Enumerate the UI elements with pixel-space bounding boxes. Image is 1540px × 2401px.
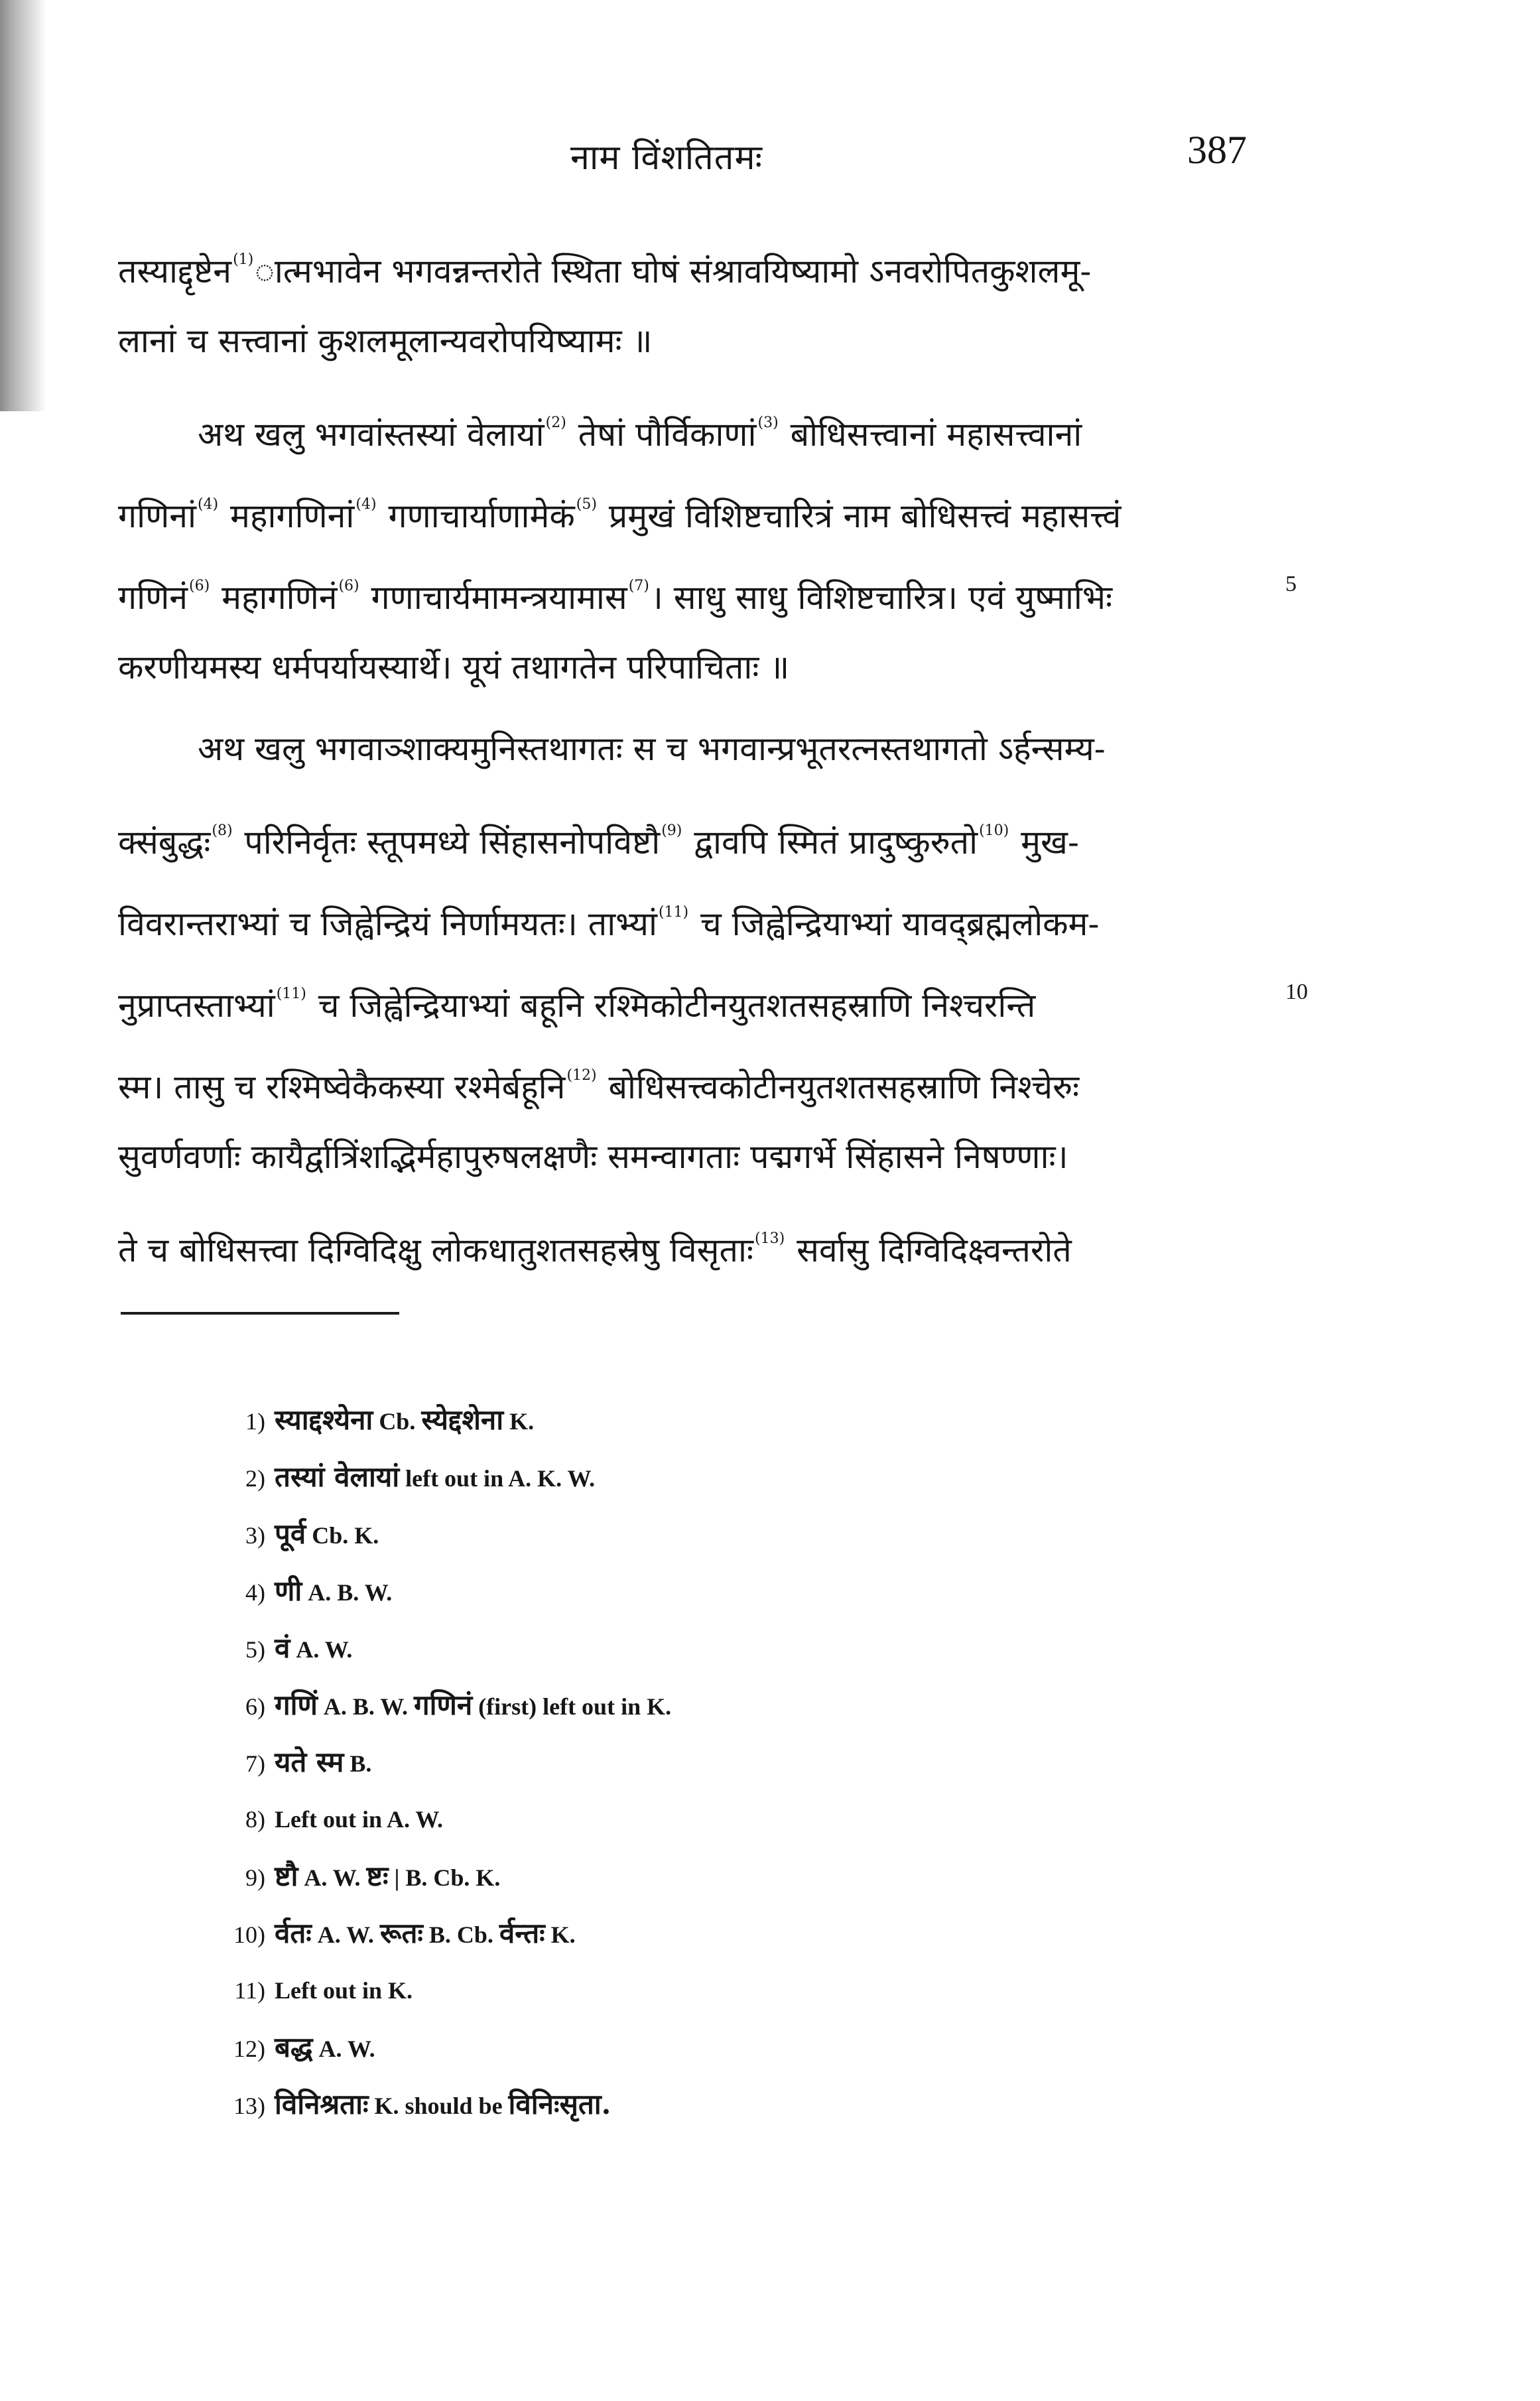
text-segment: लानां च सत्त्वानां कुशलमूलान्यवरोपयिष्यामः ॥ [118, 322, 653, 360]
footnote-note-text: Left out in A. W. [275, 1806, 444, 1833]
text-segment: अथ खलु भगवांस्तस्यां वेलायां [198, 415, 545, 454]
text-segment: मुख- [1010, 823, 1079, 862]
footnote-variant-reading: ष्टौ [275, 1860, 298, 1892]
text-line [118, 382, 1272, 464]
footnote-marker: (9) [661, 822, 682, 839]
footnote-entry [219, 1620, 1214, 1677]
running-header-title: नाम विंशतितमः [570, 138, 763, 178]
footnote-number: 13) [233, 2093, 265, 2119]
text-segment: स्म। तासु च रश्मिष्वेकैकस्या रश्मेर्बहूनि [118, 1068, 566, 1106]
line-number: 10 [1285, 980, 1308, 1004]
page-number: 387 [1187, 128, 1247, 172]
footnote-variant-reading: विनिःसृता. [508, 2088, 611, 2120]
text-segment: महागणिनं [211, 578, 338, 617]
footnote-number: 7) [245, 1750, 265, 1777]
footnote-marker: (5) [576, 496, 597, 513]
text-segment: गणिनं [118, 578, 188, 617]
text-segment: क्संबुद्धः [118, 823, 211, 862]
footnote-note-text: Cb. [373, 1408, 422, 1435]
text-segment: गणाचार्याणामेकं [377, 497, 575, 535]
footnote-note-text: A. W. [298, 1864, 367, 1891]
line-number: 5 [1285, 572, 1297, 596]
footnote-note-text: (first) left out in K. [472, 1693, 672, 1720]
footnote-number: 6) [245, 1693, 265, 1720]
text-line [118, 627, 1272, 708]
text-segment: नुप्राप्तस्ताभ्यां [118, 986, 275, 1025]
footnote-marker: (1) [233, 251, 254, 268]
footnote-variant-reading: विनिश्रताः [275, 2088, 369, 2120]
footnote-variant-reading: पूर्व [275, 1518, 306, 1550]
text-line [118, 1198, 1272, 1279]
footnote-note-text: left out in A. K. W. [399, 1465, 596, 1492]
footnote-note-text: A. B. W. [302, 1579, 393, 1606]
main-text-body [118, 219, 1272, 1279]
footnote-marker: (4) [197, 496, 219, 513]
footnote-number: 5) [245, 1636, 265, 1663]
text-segment: ात्मभावेन भगवन्नन्तरोते स्थिता घोषं संश्रावयिष्यामो ऽनवरोपितकुशलमू- [255, 252, 1092, 291]
footnote-entry [219, 1791, 1214, 1848]
footnote-marker: (10) [979, 822, 1009, 839]
footnote-entry [219, 1962, 1214, 2019]
footnote-note-text: A. W. [312, 2036, 375, 2062]
footnote-variant-reading: वं [275, 1632, 290, 1664]
text-segment: परिनिर्वृतः स्तूपमध्ये सिंहासनोपविष्टौ [233, 823, 661, 862]
text-segment: ते च बोधिसत्त्वा दिग्विदिक्षु लोकधातुशतसहस्रेषु विसृताः [118, 1231, 754, 1269]
footnote-note-text: B. [344, 1750, 372, 1777]
footnote-variant-reading: स्याद्दश्येना [275, 1403, 373, 1436]
footnote-number: 4) [245, 1579, 265, 1606]
footnote-marker: (11) [276, 986, 306, 1002]
footnote-variant-reading: गणिनं [413, 1689, 473, 1721]
text-line [118, 1035, 1272, 1116]
footnote-marker: (11) [658, 904, 689, 921]
footnote-number: 10) [233, 1921, 265, 1948]
footnote-entry [219, 1734, 1214, 1791]
footnote-marker: (12) [566, 1067, 597, 1084]
footnote-marker: (3) [757, 415, 779, 431]
text-line [118, 545, 1272, 627]
footnote-entry [219, 1677, 1214, 1734]
text-segment: बोधिसत्त्वानां महासत्त्वानां [779, 415, 1082, 454]
text-segment: अथ खलु भगवाञ्शाक्यमुनिस्तथागतः स च भगवान्प्रभूतरत्नस्तथागतो ऽर्हन्सम्य- [198, 730, 1106, 768]
footnote-number: 3) [245, 1522, 265, 1549]
footnote-marker: (4) [355, 496, 377, 513]
text-segment: च जिह्वेन्द्रियाभ्यां यावद्ब्रह्मलोकम- [690, 905, 1100, 943]
text-segment: सर्वासु दिग्विदिक्ष्वन्तरोते [786, 1231, 1072, 1269]
footnote-variant-reading: णी [275, 1575, 302, 1607]
footnote-entry [219, 2076, 1214, 2133]
text-segment: तेषां पौर्विकाणां [567, 415, 757, 454]
footnote-note-text: A. W. [311, 1921, 380, 1948]
footnote-number: 8) [245, 1806, 265, 1833]
footnote-number: 12) [233, 2036, 265, 2062]
text-segment: सुवर्णवर्णाः कायैर्द्वात्रिंशद्भिर्महापुरुषलक्षणैः समन्वागताः पद्मगर्भे सिंहासने निषण्णाः। [118, 1137, 1068, 1176]
text-line [118, 953, 1272, 1035]
text-segment: करणीयमस्य धर्मपर्यायस्यार्थे। यूयं तथागतेन परिपाचिताः ॥ [118, 648, 790, 686]
text-segment: प्रमुखं विशिष्टचारित्रं नाम बोधिसत्त्वं महासत्त्वं [598, 497, 1122, 535]
footnotes-section [219, 1392, 1214, 2133]
footnote-entry [219, 2019, 1214, 2076]
footnote-marker: (6) [338, 578, 359, 594]
footnote-variant-reading: र्वतः [275, 1917, 312, 1949]
footnote-note-text: A. W. [290, 1636, 353, 1663]
footnote-variant-reading: र्वन्तः [499, 1917, 545, 1949]
text-segment: गणिनां [118, 497, 196, 535]
text-line [118, 708, 1272, 790]
text-line [118, 1116, 1272, 1198]
footnote-number: 1) [245, 1408, 265, 1435]
footnote-note-text: K. [503, 1408, 535, 1435]
footnote-note-text: K. should be [368, 2093, 509, 2119]
text-segment: विवरान्तराभ्यां च जिह्वेन्द्रियं निर्णामयतः। ताभ्यां [118, 905, 657, 943]
footnote-marker: (6) [189, 578, 210, 594]
footnote-variant-reading: गणिं [275, 1689, 318, 1721]
text-segment: द्वावपि स्मितं प्रादुष्कुरुतो [683, 823, 978, 862]
footnote-variant-reading: रूतः [379, 1917, 423, 1949]
text-line [118, 872, 1272, 953]
footnote-variant-reading: बद्ध [275, 2031, 313, 2063]
footnote-marker: (13) [755, 1230, 785, 1247]
footnote-marker: (8) [212, 822, 233, 839]
footnote-entry [219, 1449, 1214, 1506]
text-segment: तस्याद्दृष्टेन [118, 252, 232, 291]
text-line [118, 219, 1272, 300]
footnote-note-text: | B. Cb. K. [388, 1864, 501, 1891]
text-segment: गणाचार्यमामन्त्रयामास [360, 578, 627, 617]
footnote-divider [121, 1312, 399, 1315]
footnote-variant-reading: तस्यां वेलायां [275, 1460, 400, 1493]
footnote-variant-reading: स्येद्दशेना [421, 1403, 504, 1436]
footnote-entry [219, 1392, 1214, 1449]
text-line [118, 464, 1272, 545]
page-edge-shadow [0, 0, 46, 411]
footnote-entry [219, 1563, 1214, 1620]
footnote-marker: (2) [545, 415, 566, 431]
footnote-note-text: Left out in K. [275, 1977, 413, 2004]
footnote-note-text: K. [545, 1921, 576, 1948]
footnote-marker: (7) [628, 578, 649, 594]
footnote-entry [219, 1506, 1214, 1563]
text-segment: । साधु साधु विशिष्टचारित्र। एवं युष्माभिः [650, 578, 1113, 617]
text-segment: महागणिनां [220, 497, 355, 535]
footnote-number: 11) [234, 1977, 265, 2004]
footnote-entry [219, 1905, 1214, 1962]
footnote-note-text: A. B. W. [317, 1693, 414, 1720]
text-segment: च जिह्वेन्द्रियाभ्यां बहूनि रश्मिकोटीनयुतशतसहस्राणि निश्चरन्ति [307, 986, 1036, 1025]
footnote-note-text: Cb. K. [306, 1522, 379, 1549]
footnote-number: 9) [245, 1864, 265, 1891]
text-segment: बोधिसत्त्वकोटीनयुतशतसहस्राणि निश्चेरुः [598, 1068, 1080, 1106]
footnote-variant-reading: ष्टः [366, 1860, 389, 1892]
footnote-variant-reading: यते स्म [275, 1746, 344, 1778]
text-line [118, 300, 1272, 382]
footnote-entry [219, 1848, 1214, 1905]
footnote-number: 2) [245, 1465, 265, 1492]
text-line [118, 790, 1272, 872]
footnote-note-text: B. Cb. [422, 1921, 499, 1948]
